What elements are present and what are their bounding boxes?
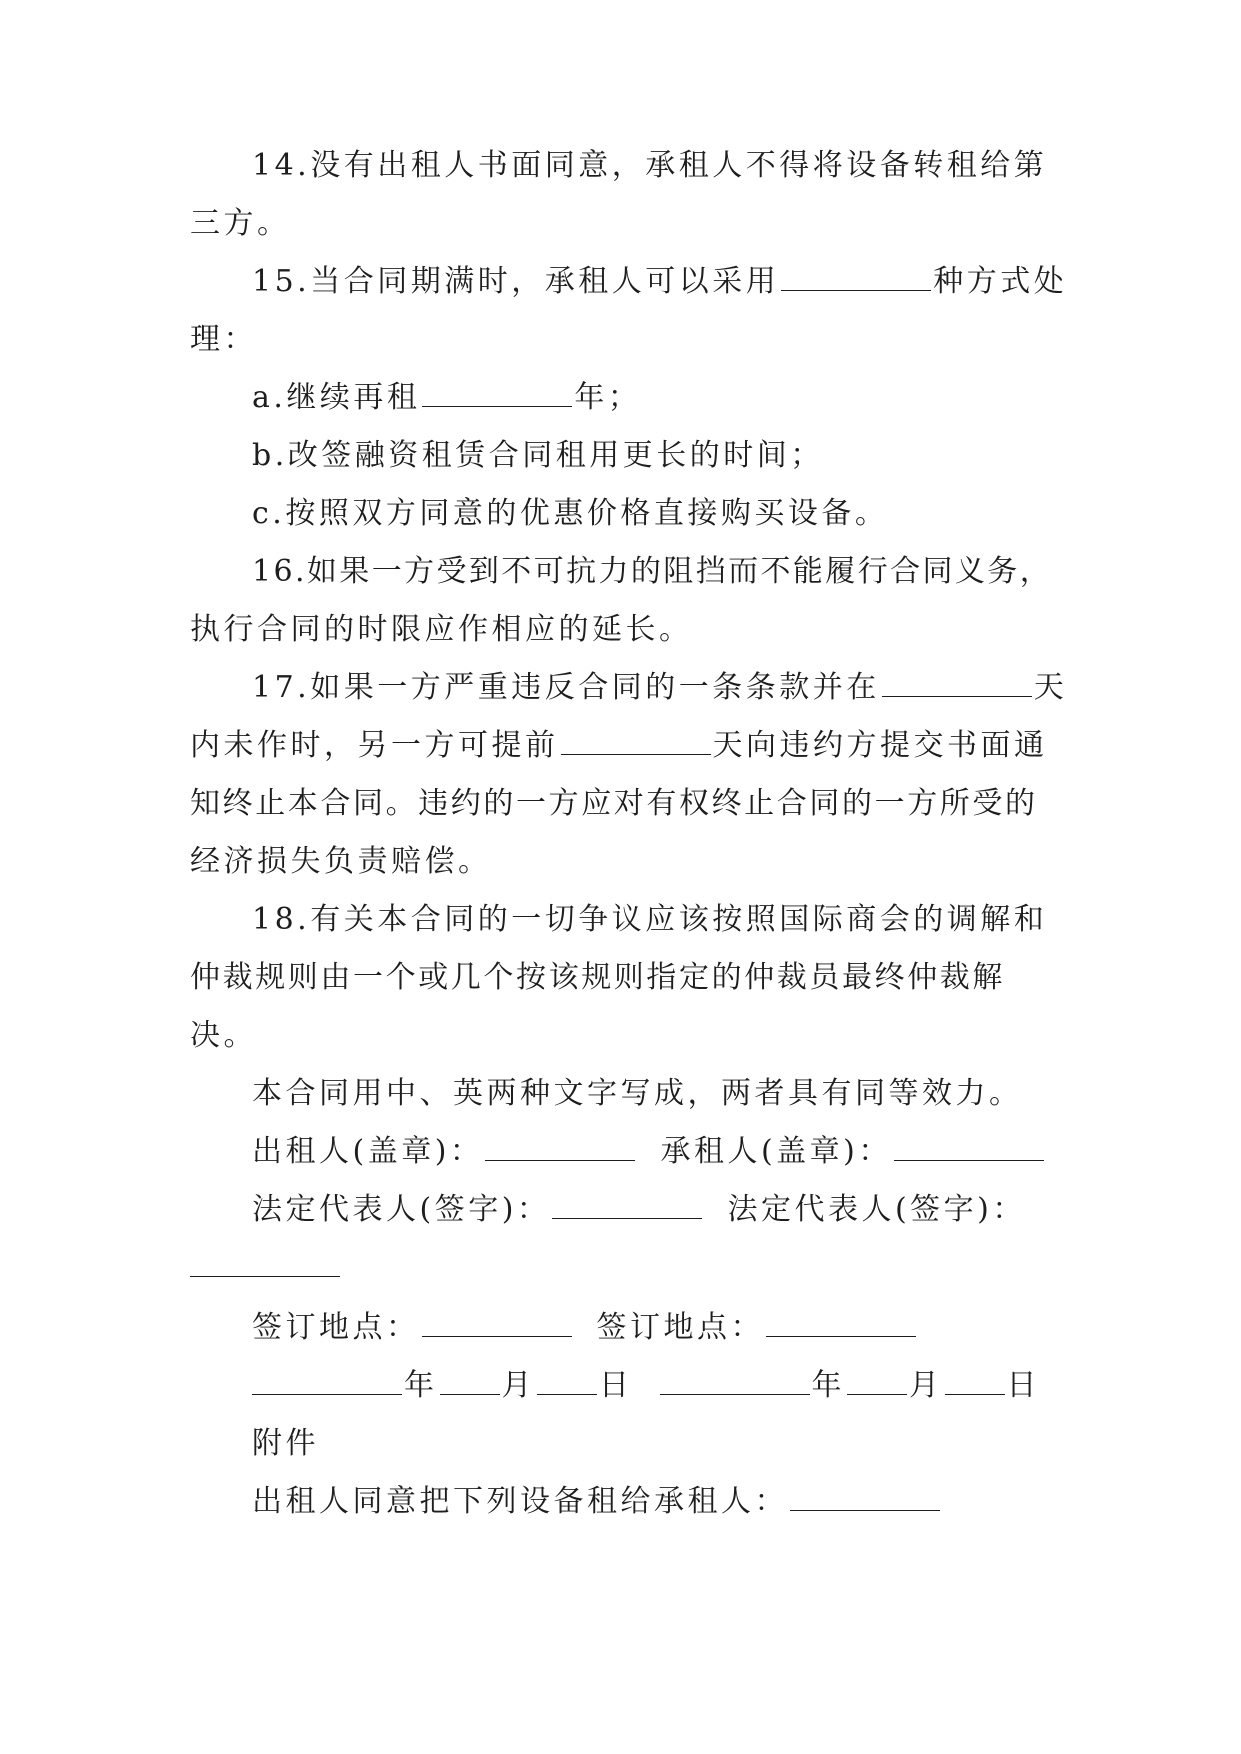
clause-16-line-1: 16.如果一方受到不可抗力的阻挡而不能履行合同义务， bbox=[252, 554, 1053, 589]
seal-line: 出租人(盖章)： 承租人(盖章)： bbox=[190, 1123, 1050, 1181]
clause-17-line-1: 17.如果一方严重违反合同的一条条款并在 天 bbox=[190, 659, 1050, 717]
date-line: 年 月 日 年 月 日 bbox=[190, 1357, 1050, 1415]
day-2-field[interactable] bbox=[945, 1364, 1005, 1395]
clause-18-line-1: 18.有关本合同的一切争议应该按照国际商会的调解和 bbox=[252, 902, 1048, 937]
blank-field[interactable] bbox=[882, 666, 1032, 697]
option-c: c.按照双方同意的优惠价格直接购买设备。 bbox=[252, 496, 889, 531]
clause-15-line-2: 理： bbox=[190, 322, 257, 357]
legal-rep-1-field[interactable] bbox=[552, 1188, 702, 1219]
year-1-field[interactable] bbox=[252, 1364, 402, 1395]
day-1-field[interactable] bbox=[537, 1364, 597, 1395]
appendix-title: 附件 bbox=[252, 1426, 319, 1461]
legal-rep-line: 法定代表人(签字)： 法定代表人(签字)： bbox=[190, 1181, 1050, 1239]
contract-body bbox=[190, 137, 1068, 1531]
lessee-seal-field[interactable] bbox=[894, 1130, 1044, 1161]
legal-rep-2-blank-line bbox=[190, 1239, 1050, 1299]
lessor-seal-field[interactable] bbox=[485, 1130, 635, 1161]
clause-14-line-1: 14.没有出租人书面同意，承租人不得将设备转租给第 bbox=[252, 148, 1048, 183]
clause-14-line-2: 三方。 bbox=[190, 206, 291, 241]
month-1-field[interactable] bbox=[440, 1364, 500, 1395]
clause-17-line-3: 知终止本合同。违约的一方应对有权终止合同的一方所受的 bbox=[190, 786, 1038, 821]
legal-rep-2-field[interactable] bbox=[190, 1246, 340, 1277]
appendix-intro: 出租人同意把下列设备租给承租人： bbox=[190, 1473, 1050, 1531]
blank-field[interactable] bbox=[422, 376, 572, 407]
option-a: a.继续再租 年； bbox=[190, 369, 1050, 427]
year-2-field[interactable] bbox=[660, 1364, 810, 1395]
clause-17-line-2: 内未作时，另一方可提前 天向违约方提交书面通 bbox=[190, 717, 1050, 775]
blank-field[interactable] bbox=[781, 260, 931, 291]
clause-15-line-1: 15.当合同期满时，承租人可以采用 种方式处 bbox=[190, 253, 1050, 311]
place-line: 签订地点： 签订地点： bbox=[190, 1299, 1050, 1357]
validity-statement: 本合同用中、英两种文字写成，两者具有同等效力。 bbox=[252, 1076, 1023, 1111]
place-1-field[interactable] bbox=[422, 1306, 572, 1337]
month-2-field[interactable] bbox=[847, 1364, 907, 1395]
blank-field[interactable] bbox=[561, 724, 711, 755]
clause-16-line-2: 执行合同的时限应作相应的延长。 bbox=[190, 612, 693, 647]
place-2-field[interactable] bbox=[766, 1306, 916, 1337]
clause-18-line-3: 决。 bbox=[190, 1018, 257, 1053]
option-b: b.改签融资租赁合同租用更长的时间； bbox=[252, 438, 824, 473]
clause-17-line-4: 经济损失负责赔偿。 bbox=[190, 844, 492, 879]
equipment-list-field[interactable] bbox=[790, 1480, 940, 1511]
clause-18-line-2: 仲裁规则由一个或几个按该规则指定的仲裁员最终仲裁解 bbox=[190, 960, 1005, 995]
